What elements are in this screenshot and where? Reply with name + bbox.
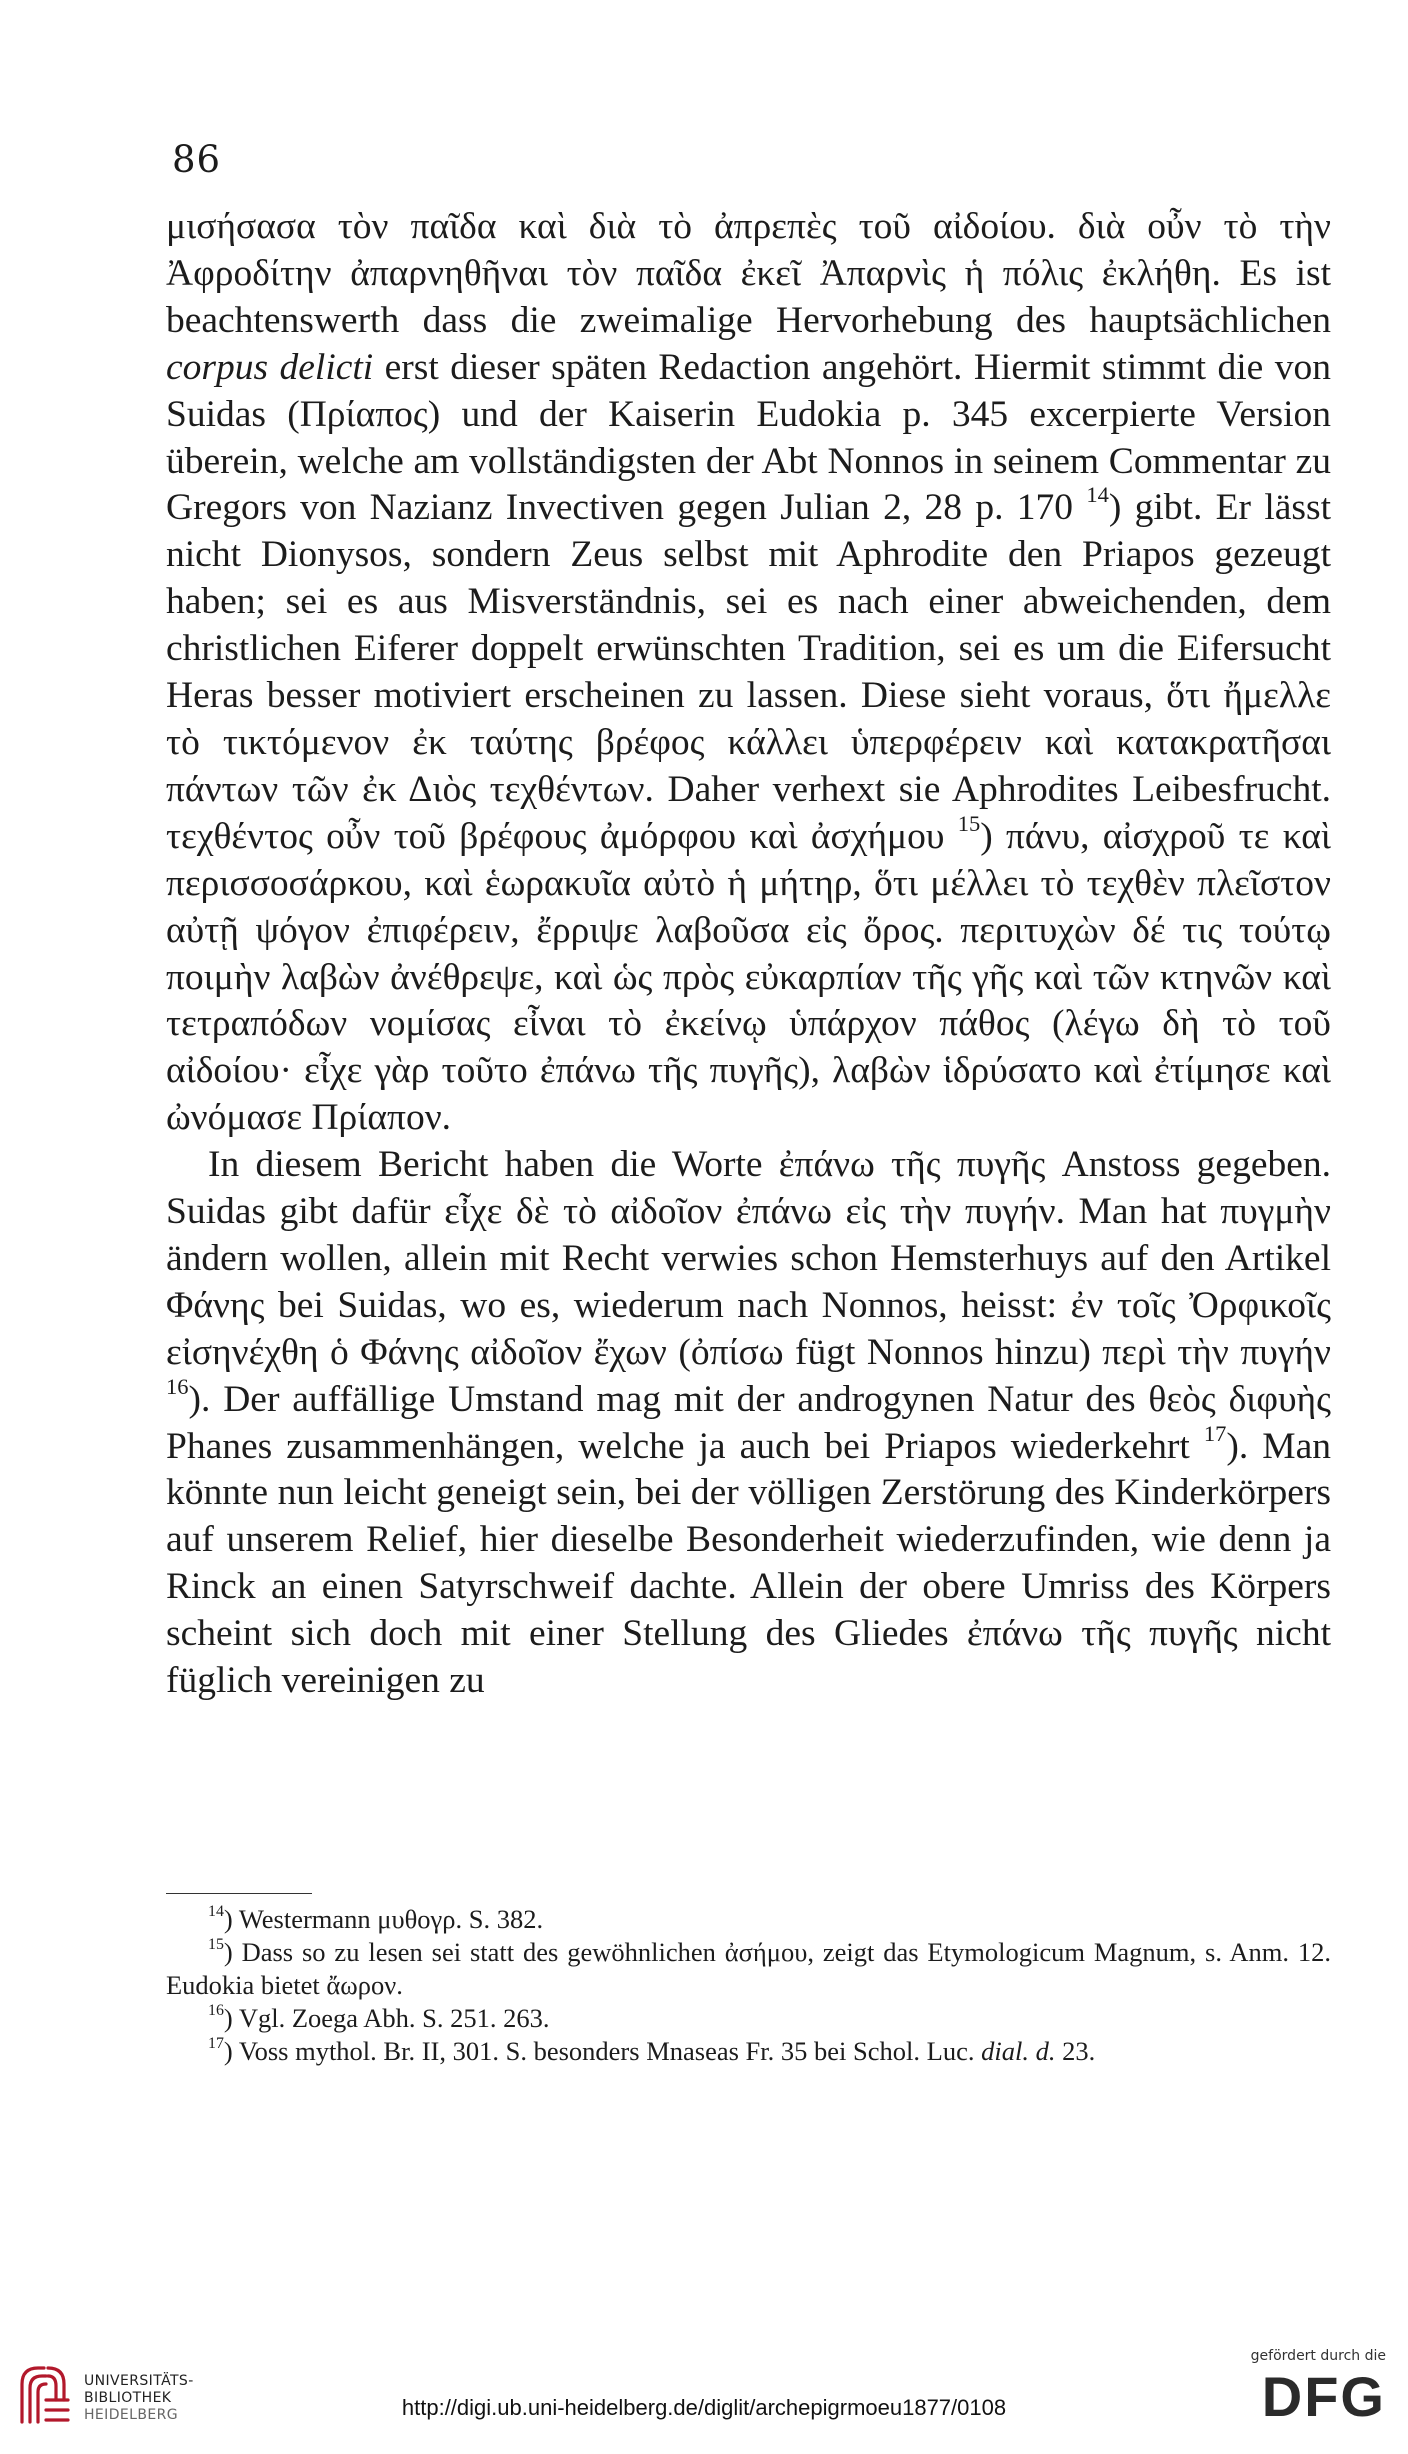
footnotes bbox=[166, 1903, 1331, 2068]
footnote-ref[interactable]: 15 bbox=[957, 810, 981, 836]
footnote-mark: 15 bbox=[208, 1936, 224, 1954]
footnote-mark: 16 bbox=[208, 2002, 224, 2020]
uni-line: HEIDELBERG bbox=[84, 2407, 178, 2423]
footnote-text: ) Dass so zu lesen sei statt des gewöhnlichen ἀσήμου, zeigt das Etymologicum Magnum, s. Anm. 12. Eudokia bietet ἄωρον. bbox=[166, 1937, 1331, 2000]
footnote-text: ) Voss mythol. Br. II, 301. S. besonders Mnaseas Fr. 35 bei Schol. Luc. bbox=[223, 2036, 982, 2066]
footnote-ref[interactable]: 14 bbox=[1086, 482, 1109, 508]
page-number: 86 bbox=[172, 138, 222, 181]
uni-line: BIBLIOTHEK bbox=[84, 2390, 172, 2406]
text-run: μισήσασα τὸν παῖδα καὶ διὰ τὸ ἀπρεπὲς τοῦ αἰδοίου. διὰ οὖν τὸ τὴν Ἀφροδίτην ἀπαρνηθῆναι τὸν παῖδα ἐκεῖ Ἀπαρνὶς ἡ πόλις ἐκλήθη. Es ist beachtenswerth dass die zweimalige Hervorhebung des hauptsächlichen bbox=[166, 206, 1331, 341]
funding-note bbox=[1226, 2348, 1386, 2422]
digital-source-url[interactable]: http://digi.ub.uni-heidelberg.de/diglit/archepigrmoeu1877/0108 bbox=[401, 2395, 1007, 2420]
text-run: ) gibt. Er lässt nicht Dionysos, sondern Zeus selbst mit Aphrodite den Priapos gezeugt haben; sei es aus Misverständnis, sei es nach einer abweichenden, dem christlichen Eiferer doppelt erwünschten Tradition, sei es um die Eifersucht Heras besser motiviert erscheinen zu lassen. Diese sieht voraus, ὅτι ἤμελλε τὸ τικτόμενον ἐκ ταύτης βρέφος κάλλει ὑπερφέρειν καὶ κατακρατῆσαι πάντων τῶν ἐκ Διὸς τεχθέντων. Daher verhext sie Aphrodites Leibesfrucht. τεχθέντος οὖν τοῦ βρέφους ἀμόρφου καὶ ἀσχήμου bbox=[166, 487, 1332, 857]
footnote-ref[interactable]: 16 bbox=[166, 1373, 189, 1399]
footnote-italic: dial. d. bbox=[981, 2036, 1056, 2066]
footnote-15 bbox=[166, 1936, 1331, 2002]
paragraph-1 bbox=[166, 204, 1331, 1142]
text-run: ) πάνυ, αἰσχροῦ τε καὶ περισσοσάρκου, καὶ ἑωρακυῖα αὐτὸ ἡ μήτηρ, ὅτι μέλλει τὸ τεχθὲν πλεῖστον αὐτῇ ψόγον ἐπιφέρειν, ἔρριψε λαβοῦσα εἰς ὄρος. περιτυχὼν δέ τις τούτῳ ποιμὴν λαβὼν ἀνέθρεψε, καὶ ὡς πρὸς εὐκαρπίαν τῆς γῆς καὶ τῶν κτηνῶν καὶ τετραπόδων νομίσας εἶναι τὸ ἐκείνῳ ὑπάρχον πάθος (λέγω δὴ τὸ τοῦ αἰδοίου· εἶχε γὰρ τοῦτο ἐπάνω τῆς πυγῆς), λαβὼν ἱδρύσατο καὶ ἐτίμησε καὶ ὠνόμασε Πρίαπον. bbox=[166, 815, 1332, 1139]
uni-line: UNIVERSITÄTS- bbox=[84, 2373, 194, 2389]
text-run: In diesem Bericht haben die Worte ἐπάνω τῆς πυγῆς Anstoss gegeben. Suidas gibt dafür εἶχε δὲ τὸ αἰδοῖον ἐπάνω εἰς τὴν πυγήν. Man hat πυγμὴν ändern wollen, allein mit Recht verwies schon Hemsterhuys auf den Artikel Φάνης bei Suidas, wo es, wiederum nach Nonnos, heisst: ἐν τοῖς Ὀρφικοῖς εἰσηνέχθη ὁ Φάνης αἰδοῖον ἔχων (ὀπίσω fügt Nonnos hinzu) περὶ τὴν πυγήν bbox=[166, 1144, 1331, 1373]
footnote-text: ) Westermann μυθογρ. S. 382. bbox=[223, 1904, 544, 1934]
text-run: ). Der auffällige Umstand mag mit der androgynen Natur des θεὸς διφυὴς Phanes zusammenhängen, welche ja auch bei Priapos wiederkehrt bbox=[166, 1378, 1331, 1467]
footnote-16 bbox=[166, 2002, 1331, 2035]
paragraph-2 bbox=[166, 1142, 1331, 1705]
footnote-text: ) Vgl. Zoega Abh. S. 251. 263. bbox=[223, 2003, 550, 2033]
dfg-logo-icon[interactable] bbox=[1236, 2368, 1386, 2422]
dfg-logo-text: DFG bbox=[1261, 2368, 1386, 2422]
italic-phrase: corpus delicti bbox=[166, 346, 374, 388]
footnote-ref[interactable]: 17 bbox=[1203, 1420, 1227, 1446]
footer bbox=[0, 2340, 1408, 2454]
footnote-mark: 14 bbox=[208, 1903, 224, 1921]
funding-text: gefördert durch die bbox=[1250, 2348, 1386, 2364]
text-run: erst dieser späten Redaction angehört. Hiermit stimmt die von Suidas (Πρίαπος) und der Kaiserin Eudokia p. 345 excerpierte Version überein, welche am vollständigsten der Abt Nonnos in seinem Commentar zu Gregors von Nazianz Invectiven gegen Julian 2, 28 p. 170 bbox=[166, 346, 1331, 529]
footnote-text: 23. bbox=[1055, 2036, 1096, 2066]
footnote-17 bbox=[166, 2035, 1331, 2068]
footnote-mark: 17 bbox=[208, 2035, 224, 2053]
footnote-divider bbox=[166, 1893, 312, 1894]
main-text bbox=[166, 204, 1331, 1705]
footnote-14 bbox=[166, 1903, 1331, 1936]
text-run: ). Man könnte nun leicht geneigt sein, bei der völligen Zerstörung des Kinderkörpers auf unserem Relief, hier dieselbe Besonderheit wiederzufinden, wie denn ja Rinck an einen Satyrschweif dachte. Allein der obere Umriss des Körpers scheint sich doch mit einer Stellung des Gliedes ἐπάνω τῆς πυγῆς nicht füglich vereinigen zu bbox=[166, 1425, 1331, 1702]
